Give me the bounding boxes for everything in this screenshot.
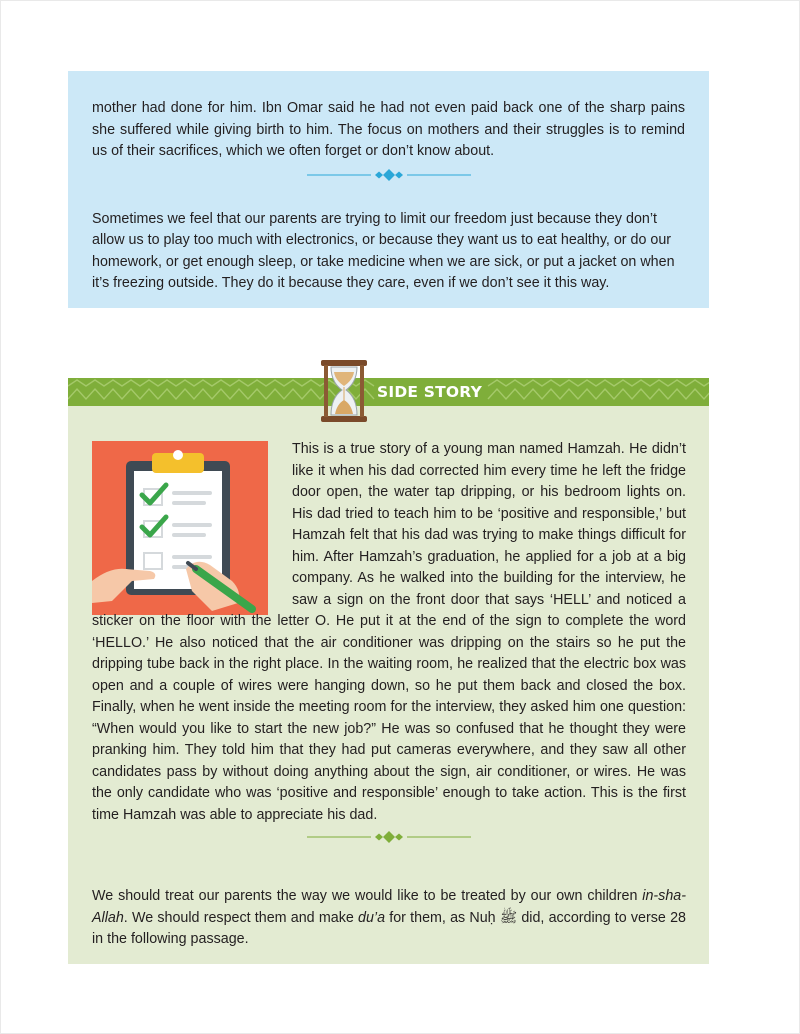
paragraph: Sometimes we feel that our parents are trying to limit our freedom just because they don’t allow us to play too much with electronics, or because they want us to eat healthy, or do our homework, or get enough sleep, or take medicine when we are sick, or put a jacket on when it’s freezing outside. They do it because they care, even if we don’t see it this way. [92,210,675,291]
side-story-title: SIDE STORY [377,383,483,401]
illustration-spacer [92,439,292,611]
diamond-divider-icon [307,830,471,844]
diamond-divider-icon [307,168,471,182]
side-story-text [92,439,686,826]
closing-text: for them, as Nuḥ ﷺ did, according to verse 28 in the following passage. [92,909,686,947]
info-box [68,71,709,308]
closing-text: We should treat our parents the way we would like to be treated by our own children [92,888,643,904]
closing-italic: in-sha-Allah [92,888,686,926]
closing-text: . We should respect them and make [123,909,359,926]
ornament-divider [68,830,709,844]
ornament-divider [68,168,709,182]
hourglass-icon [318,358,370,424]
story-paragraph: This is a true story of a young man named Hamzah. He didn’t like it when his dad corrected him every time he left the fridge door open, the water tap dripping, or his bedroom lights on. His dad tried to teach him to be ‘positive and responsible,’ but Hamzah felt that his dad was trying to make things difficult for him. After Hamzah’s graduation, he applied for a job at a big company. As he walked into the building for the interview, he saw a sign on the front door that says ‘HELL’ and noticed a sticker on the floor with the letter O. He put it at the end of the sign to complete the word ‘HELLO.’ He also noticed that the air conditioner was dripping on the stairs so he put the dripping tube back in the right place. In the waiting room, he realized that the electric box was open and a couple of wires were hanging down, so he put them back and closed the box. Finally, when he went inside the meeting room for the interview, they asked him one question: “When would you like to start the new job?” He was so confused that he thought they were pranking him. They told him that they had put cameras everywhere, and they saw all other candidates pass by without doing anything about the sign, air conditioner, or wires. He was the only candidate who was ‘positive and responsible’ enough to take action. This is the first time Hamzah was able to appreciate his dad. [92,441,686,823]
closing-paragraph [92,886,686,951]
closing-italic: du’a [358,909,386,926]
paragraph: mother had done for him. Ibn Omar said he had not even paid back one of the sharp pains she suffered while giving birth to him. The focus on mothers and their struggles is to remind us of their sacrifices, which we often forget or don’t know about. [92,100,685,159]
